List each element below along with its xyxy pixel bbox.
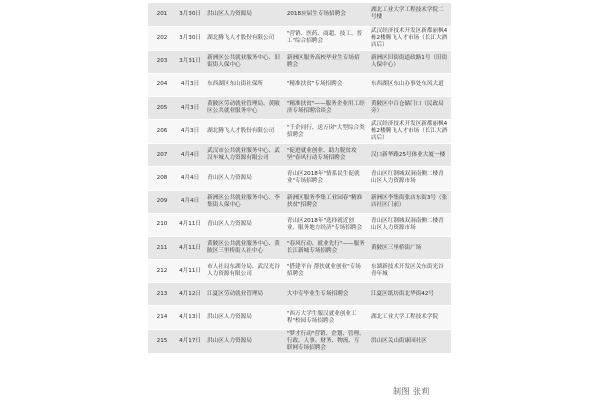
- row-number: 203: [148, 50, 176, 73]
- row-event-title: "春风行动、就业先行"——服务长江新城专场招聘会: [284, 236, 368, 259]
- table-row: [148, 329, 451, 353]
- table-row: [148, 167, 451, 190]
- table-row: [148, 120, 451, 144]
- row-venue: 东西湖区东山办事处东风大道: [368, 73, 451, 96]
- row-venue: 黄陂区三里桥街广场: [368, 236, 451, 259]
- table-row: [148, 283, 451, 306]
- table-row: [148, 50, 451, 73]
- row-number: 210: [148, 213, 176, 236]
- row-organizer: 黄陂区劳动就业管理局、黄陂区公共就业服务中心: [204, 97, 284, 120]
- table-row: [148, 236, 451, 259]
- row-event-title: "精准扶贫"专场招聘会: [284, 73, 368, 96]
- row-organizer: 洪山区人力资源局: [204, 306, 284, 329]
- table-row: [148, 97, 451, 120]
- row-event-title: "搭建平台 帮扶就业创业"专场招聘会: [284, 260, 368, 283]
- row-venue: 青山区红钢城双洞南侧二楼青山区人力资源市场: [368, 213, 451, 236]
- row-event-title: "梦才行动"营销、企划、管理、行政、人事、财务、物流、互联网专场招聘会: [284, 329, 368, 353]
- row-date: 4月3日: [176, 73, 204, 96]
- row-organizer: 青山区人力资源局: [204, 213, 284, 236]
- row-venue: 新洲区旧街街道政路1号（旧街人保中心）: [368, 50, 451, 73]
- table-row: [148, 260, 451, 283]
- row-date: 3月31日: [176, 50, 204, 73]
- row-number: 215: [148, 329, 176, 353]
- row-number: 213: [148, 283, 176, 306]
- row-venue: 新洲区李集街张店东街3号（张店社区门前）: [368, 190, 451, 213]
- row-date: 4月3日: [176, 120, 204, 144]
- row-event-title: "促进就业创业、助力脱贫攻坚"春风行动专场招聘会: [284, 144, 368, 167]
- row-date: 4月11日: [176, 260, 204, 283]
- table-row: [148, 26, 451, 50]
- row-organizer: 洪山区人力资源局: [204, 3, 284, 26]
- table-row: [148, 190, 451, 213]
- row-event-title: "营销、医药、商超、技工、普工"综合招聘会: [284, 26, 368, 50]
- row-number: 208: [148, 167, 176, 190]
- row-venue: 湖北工业大学工程技术学院: [368, 306, 451, 329]
- row-number: 212: [148, 260, 176, 283]
- row-organizer: 黄陂区公共就业服务中心、黄陂区三里桥街人社中心: [204, 236, 284, 259]
- row-organizer: 江夏区劳动就业管理局: [204, 283, 284, 306]
- row-date: 4月11日: [176, 236, 204, 259]
- table-row: [148, 144, 451, 167]
- row-event-title: 青山区2018年"选择就近创业、服务地方经济"专场招聘会: [284, 213, 368, 236]
- table-row: [148, 73, 451, 96]
- row-venue: 东湖新技术开发区关东街光谷青年城: [368, 260, 451, 283]
- row-venue: 黄陂区中百仓储门口（民政局旁）: [368, 97, 451, 120]
- row-venue: 汉口新华路25号体业大厦一楼: [368, 144, 451, 167]
- row-organizer: 新洲区公共就业服务中心、旧街街人保中心: [204, 50, 284, 73]
- row-event-title: 大中专毕业生专场招聘会: [284, 283, 368, 306]
- table-row: [148, 213, 451, 236]
- row-event-title: "精准扶贫"——服务企业用工经济专场招聘洽谈会: [284, 97, 368, 120]
- row-organizer: 东西湖区东山街社保所: [204, 73, 284, 96]
- row-venue: 武汉经济技术开发区新都丽枫4栋2楼腾飞人才市场（长江大酒店后）: [368, 120, 451, 144]
- row-date: 4月11日: [176, 213, 204, 236]
- row-event-title: "西万大学生服汉就业创业工程"校园专场招聘会: [284, 306, 368, 329]
- row-number: 201: [148, 3, 176, 26]
- row-organizer: 武汉市公共就业服务中心、武汉车城人力资源有限公司: [204, 144, 284, 167]
- row-number: 206: [148, 120, 176, 144]
- row-number: 211: [148, 236, 176, 259]
- row-date: 4月4日: [176, 190, 204, 213]
- row-venue: 武汉经济技术开发区新都丽枫4栋2楼腾飞人才市场（长江大酒店后）: [368, 26, 451, 50]
- row-organizer: 湖北腾飞人才股份有限公司: [204, 26, 284, 50]
- row-date: 4月17日: [176, 329, 204, 353]
- row-date: 4月3日: [176, 97, 204, 120]
- table-row: [148, 306, 451, 329]
- row-date: 3月30日: [176, 3, 204, 26]
- row-venue: 青山区红钢城双洞南侧二楼青山区人力资源市场: [368, 167, 451, 190]
- row-event-title: 青山区2018年"情系民生促就业"专场招聘会: [284, 167, 368, 190]
- row-venue: 江夏区纸坊街北华街42号: [368, 283, 451, 306]
- row-number: 205: [148, 97, 176, 120]
- row-organizer: 洪山区人力资源局: [204, 329, 284, 353]
- row-venue: 湖北工业大学工程技术学院二号楼: [368, 3, 451, 26]
- row-organizer: 新洲区公共就业服务中心、李集街人保中心: [204, 190, 284, 213]
- job-fair-table: [148, 3, 451, 354]
- row-event-title: 新洲区服务高校毕业生专场招聘会: [284, 50, 368, 73]
- row-date: 4月4日: [176, 144, 204, 167]
- table-row: [148, 3, 451, 26]
- row-number: 204: [148, 73, 176, 96]
- row-event-title: 新洲区服务李集工业园春"精准扶贫"招聘会: [284, 190, 368, 213]
- row-organizer: 湖北腾飞人才股份有限公司: [204, 120, 284, 144]
- row-date: 4月4日: [176, 167, 204, 190]
- row-date: 4月12日: [176, 283, 204, 306]
- row-date: 3月30日: [176, 26, 204, 50]
- row-venue: 洪山区关山街康园社区: [368, 329, 451, 353]
- row-number: 202: [148, 26, 176, 50]
- row-number: 214: [148, 306, 176, 329]
- row-event-title: "千企同行、送万岗"大型综合类招聘会: [284, 120, 368, 144]
- row-organizer: 青山区人力资源局: [204, 167, 284, 190]
- row-number: 209: [148, 190, 176, 213]
- row-number: 207: [148, 144, 176, 167]
- job-fair-table-body: [148, 3, 451, 353]
- row-event-title: 2018应届生专场招聘会: [284, 3, 368, 26]
- row-organizer: 市人社局东湖分局、武汉光谷人力资源有限公司: [204, 260, 284, 283]
- row-date: 4月13日: [176, 306, 204, 329]
- chart-credit: 制图 张莉: [393, 387, 431, 396]
